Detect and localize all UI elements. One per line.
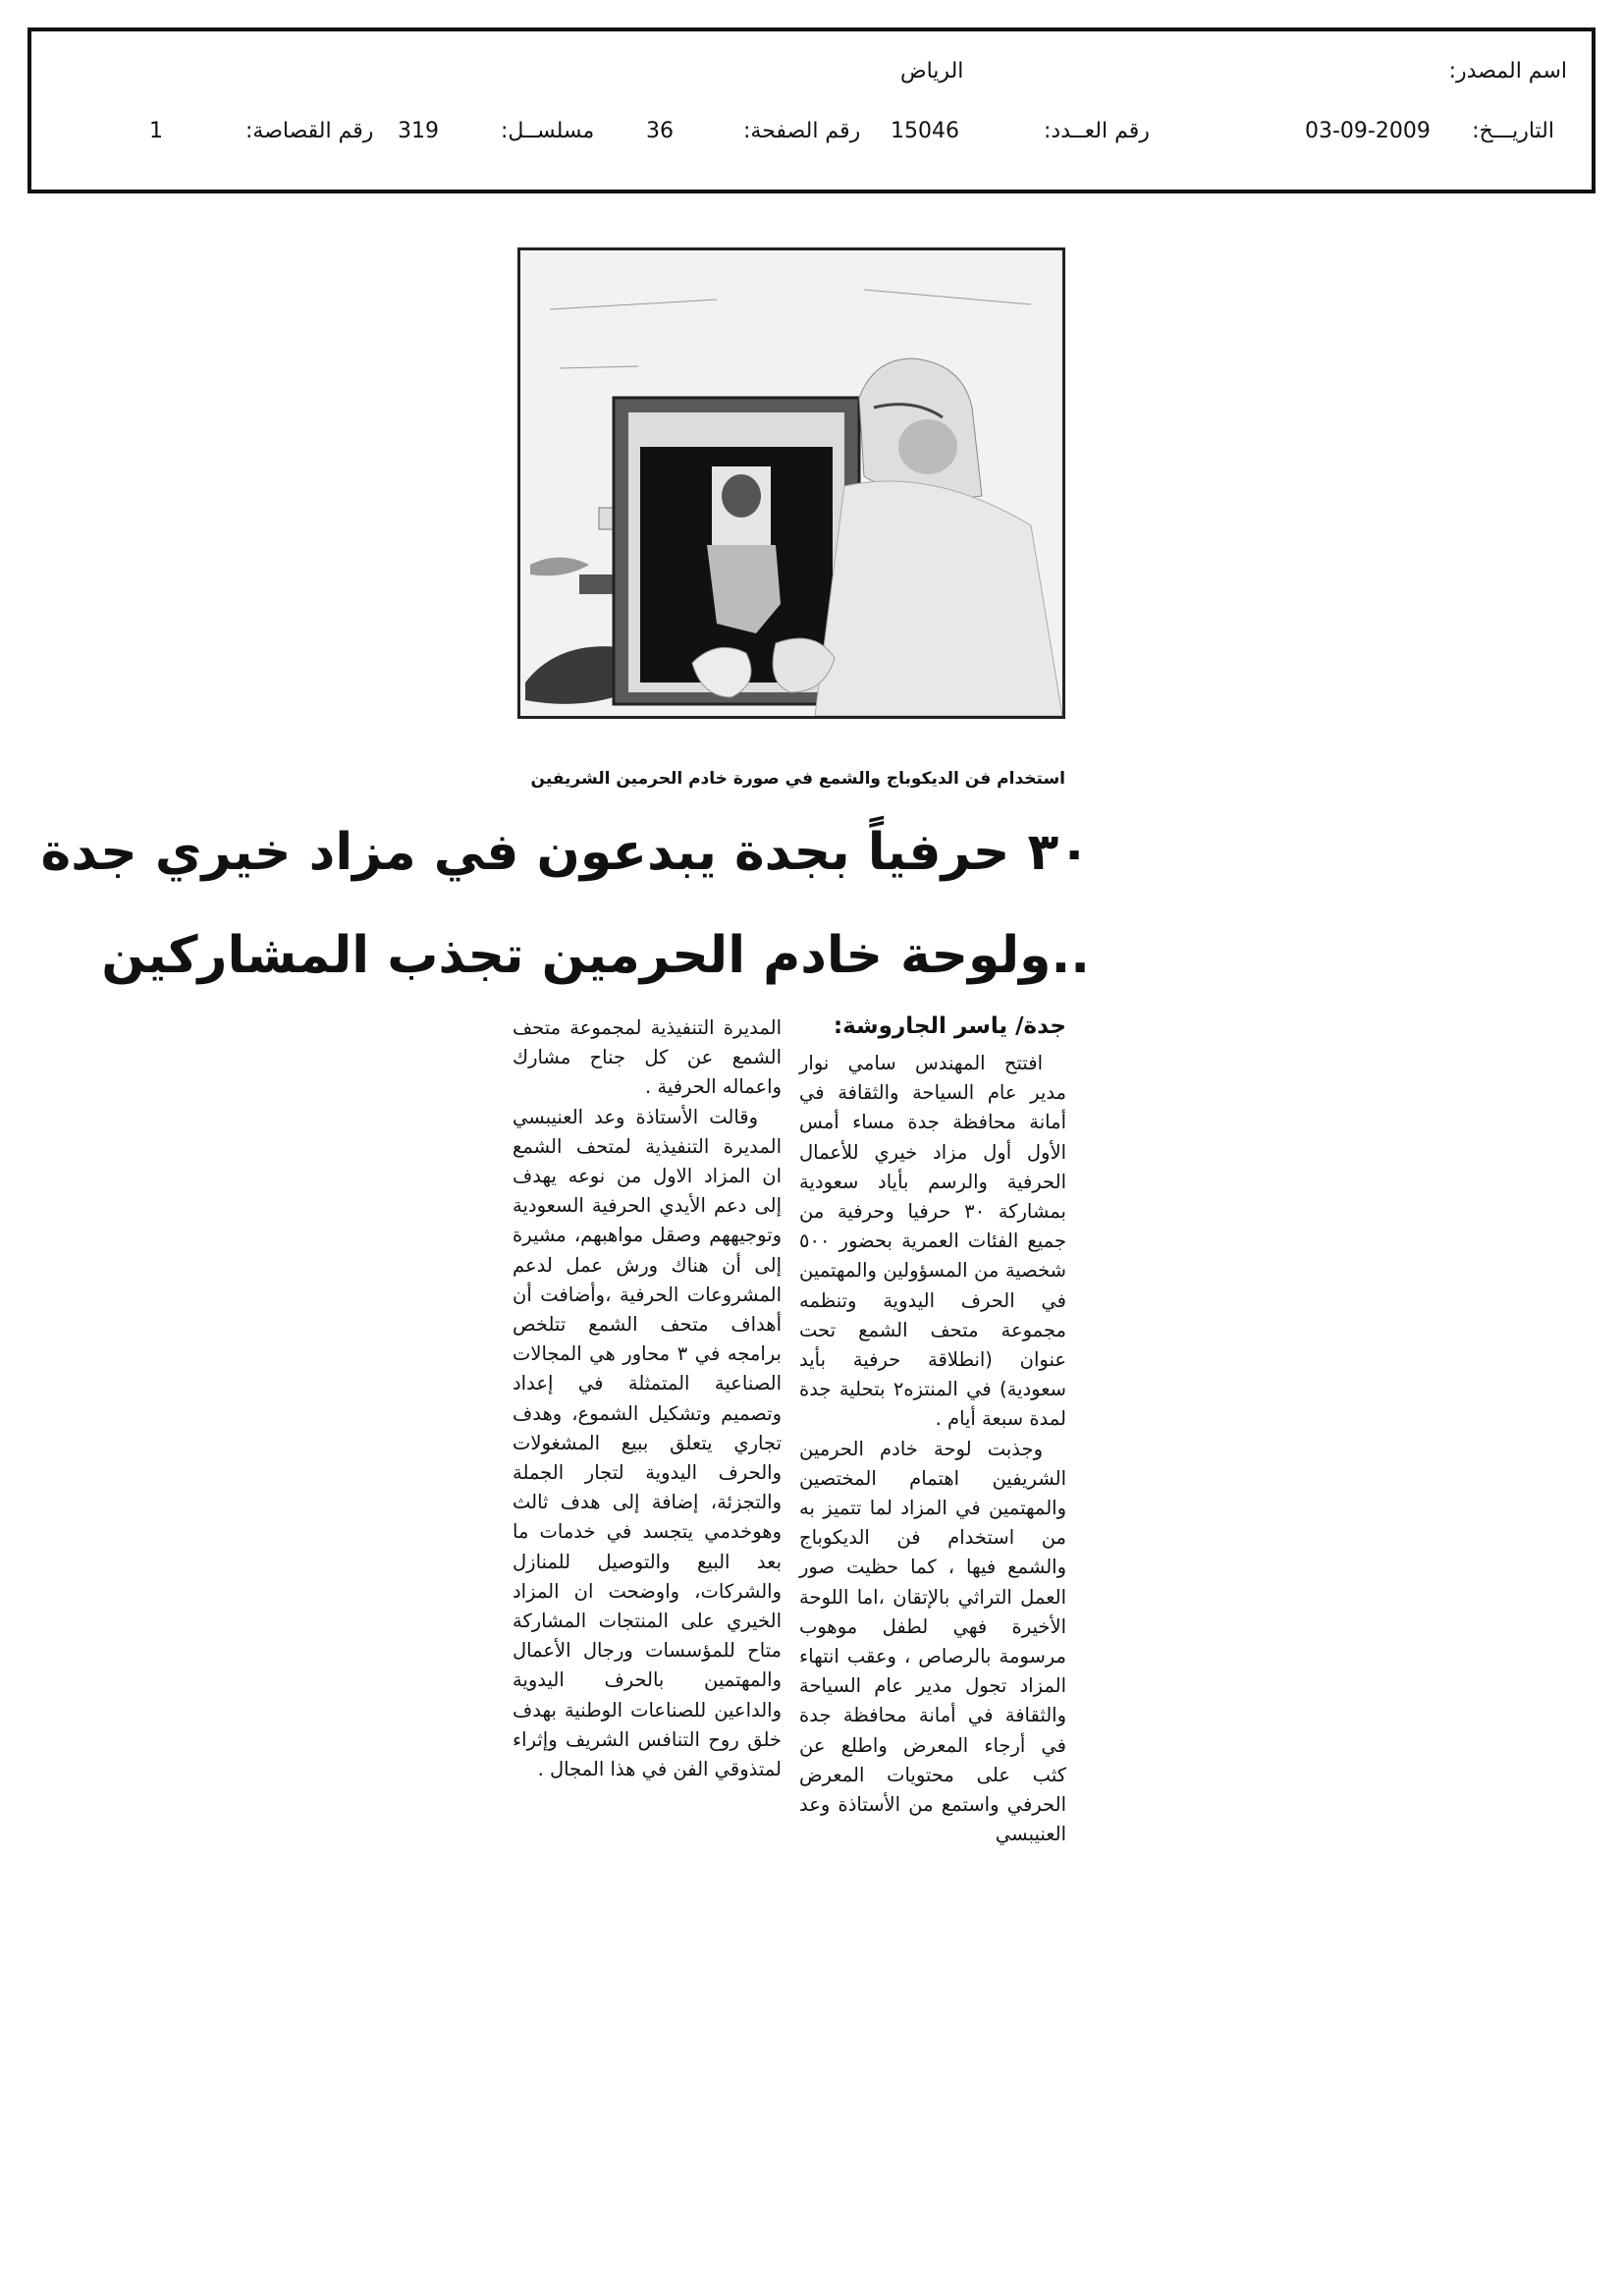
serial-value: 319	[398, 119, 439, 143]
paragraph: وقالت الأستاذة وعد العنيبسي المديرة التنفيذية لمتحف الشمع ان المزاد الاول من نوعه يهدف إلى دعم الأيدي الحرفية السعودية وتوجيههم وصقل مواهبهم، مشيرة إلى أن هناك ورش عمل لدعم المشروعات الحرفية ،وأضافت أن أهداف متحف الشمع تتلخص برامجه في ٣ محاور هي المجالات الصناعية المتمثلة في إعداد وتصميم وتشكيل الشموع، وهدف تجاري يتعلق ببيع المشغولات والحرف اليدوية لتجار الجملة والتجزئة، إضافة إلى هدف ثالث وهوخدمي يتجسد في خدمات ما بعد البيع والتوصيل للمنازل والشركات، واوضحت ان المزاد الخيري على المنتجات المشاركة متاح للمؤسسات ورجال الأعمال والمهتمين بالحرف اليدوية والداعين للصناعات الوطنية بهدف خلق روح التنافس الشريف وإثراء لمتذوقي الفن في هذا المجال .	[513, 1105, 782, 1781]
headline-line-1: ٣٠ حرفياً بجدة يبدعون في مزاد خيري جدة	[40, 823, 1090, 882]
serial-label: مسلســل:	[501, 119, 595, 143]
article-photo	[517, 247, 1065, 719]
paragraph: المديرة التنفيذية لمجموعة متحف الشمع عن كل جناح مشارك واعماله الحرفية .	[513, 1016, 782, 1099]
paragraph: وجذبت لوحة خادم الحرمين الشريفين اهتمام المختصين والمهتمين في المزاد لما تتميز به من استخدام فن الديكوباج والشمع فيها ، كما حظيت صور العمل التراثي بالإتقان ،اما اللوحة الأخيرة فهي لطفل موهوب مرسومة بالرصاص ، وعقب انتهاء المزاد تجول مدير عام السياحة والثقافة في أمانة محافظة جدة في أرجاء المعرض واطلع عن كثب على محتويات المعرض الحرفي واستمع من الأستاذة وعد العنيبسي	[799, 1437, 1066, 1846]
paragraph: افتتح المهندس سامي نوار مدير عام السياحة والثقافة في أمانة محافظة جدة مساء أمس الأول أول مزاد خيري للأعمال الحرفية والرسم بأياد سعودية بمشاركة ٣٠ حرفيا وحرفية من جميع الفئات العمرية بحضور ٥٠٠ شخصية من المسؤولين والمهتمين في الحرف اليدوية وتنظمه مجموعة متحف الشمع تحت عنوان (انطلاقة حرفية بأيد سعودية) في المنتزه٢ بتحلية جدة لمدة سبعة أيام .	[799, 1052, 1066, 1431]
source-value: الرياض	[900, 59, 964, 83]
source-label: اسم المصدر:	[1448, 59, 1567, 83]
article-column-right	[799, 1049, 1066, 1849]
date-label: التاريـــخ:	[1472, 119, 1554, 143]
photo-illustration	[520, 250, 1062, 716]
issue-label: رقم العــدد:	[1044, 119, 1150, 143]
date-value: 03-09-2009	[1305, 119, 1431, 143]
headline-line-2: ..ولوحة خادم الحرمين تجذب المشاركين	[101, 926, 1090, 985]
page-label: رقم الصفحة:	[743, 119, 861, 143]
article-column-left	[513, 1013, 782, 1784]
issue-value: 15046	[891, 119, 959, 143]
clipping-value: 1	[149, 119, 163, 143]
clipping-label: رقم القصاصة:	[245, 119, 374, 143]
byline: جدة/ ياسر الجاروشة:	[833, 1013, 1066, 1039]
photo-caption: استخدام فن الديكوباج والشمع في صورة خادم الحرمين الشريفين	[530, 769, 1065, 789]
clipping-header	[27, 27, 1596, 193]
page-value: 36	[646, 119, 674, 143]
